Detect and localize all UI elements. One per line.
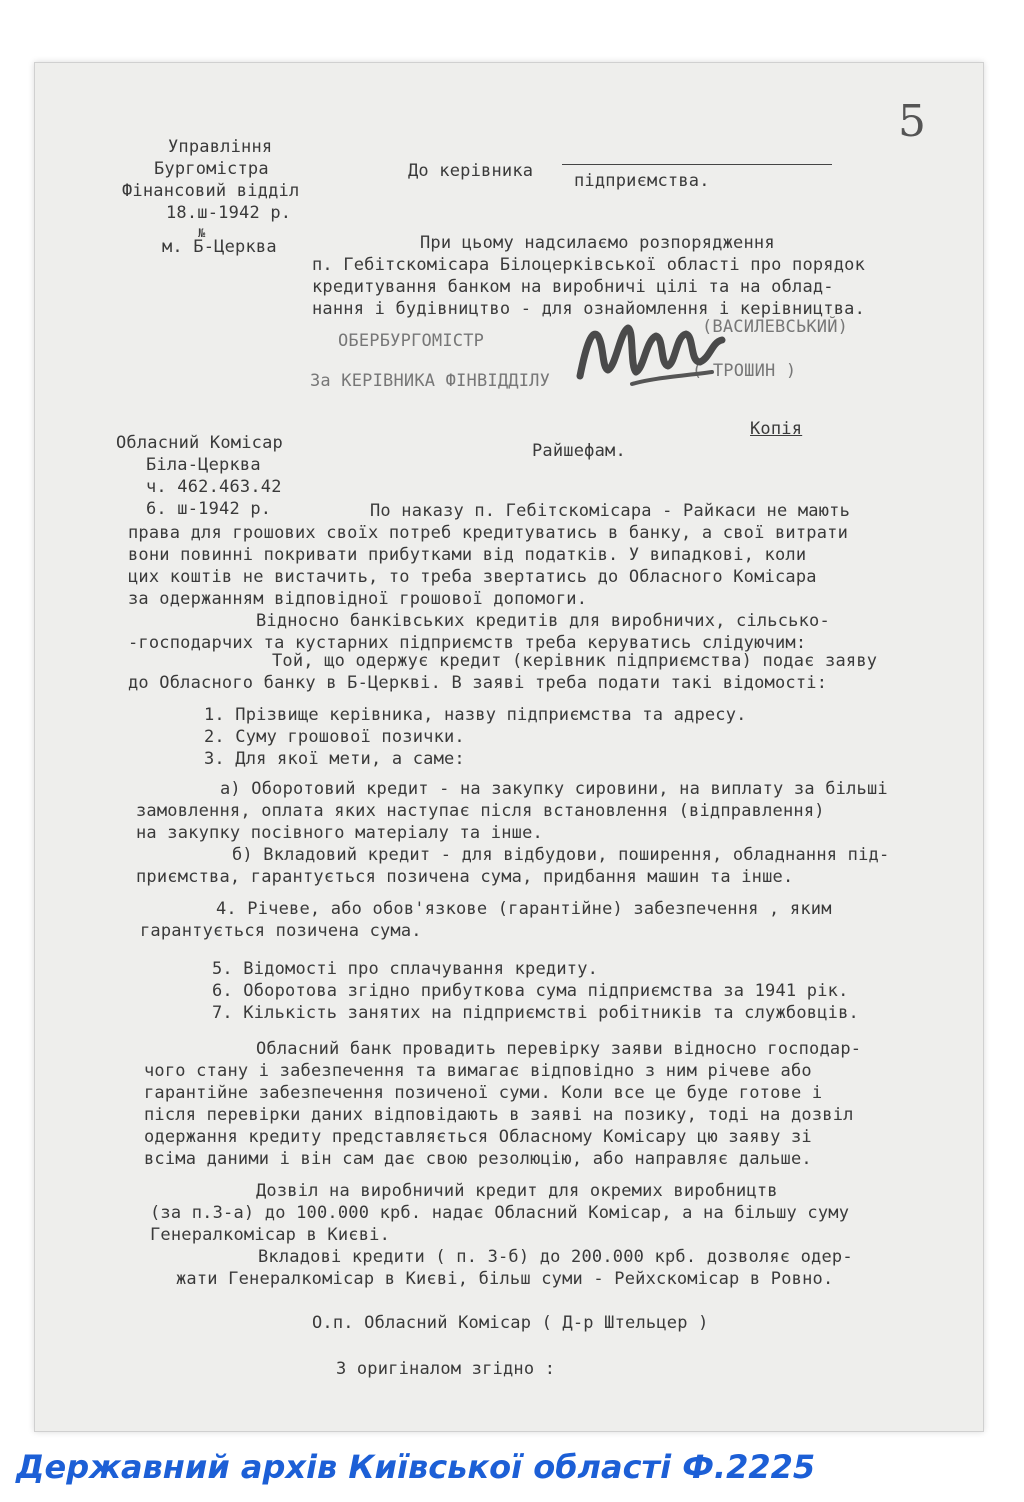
body-line: до Обласного банку в Б-Церкві. В заяві треба подати такі відомості:: [128, 673, 828, 693]
body-line: вони повинні покривати прибутками від податків. У випадкові, коли: [128, 545, 807, 565]
list-item: 1. Прізвище керівника, назву підприємства та адресу.: [204, 705, 747, 725]
addressee-underline: [562, 164, 832, 165]
corner-mark: 5: [898, 96, 927, 147]
signatory-name: (ВАСИЛЕВСЬКИЙ): [702, 317, 849, 337]
body-line: (за п.3-а) до 100.000 крб. надає Обласний Комісар, а на більшу суму: [150, 1203, 850, 1223]
body-line: цих коштів не вистачить, то треба звертатись до Обласного Комісара: [128, 567, 817, 587]
list-item: 3. Для якої мети, а саме:: [204, 749, 465, 769]
body-line: жати Генералкомісар в Києві, більш суми - Рейхскомісар в Ровно.: [176, 1269, 834, 1289]
body-line: Той, що одержує кредит (керівник підприємства) подає заяву: [272, 651, 878, 671]
body-line: одержання кредиту представляється Обласному Комісару цю заяву зі: [144, 1127, 812, 1147]
sender-line: Управління: [168, 137, 273, 157]
recipient: Райшефам.: [532, 441, 626, 461]
origin-line: ч. 462.463.42: [146, 477, 282, 497]
archive-caption: Державний архів Київської області Ф.2225: [16, 1448, 816, 1486]
addressee-line: підприємства.: [574, 171, 710, 191]
body-line: всіма даними і він сам дає свою резолюцію, або направляє дальше.: [144, 1149, 812, 1169]
cover-letter-line: При цьому надсилаємо розпорядження: [420, 233, 775, 253]
origin-line: Обласний Комісар: [116, 433, 283, 453]
signatory-title: За КЕРІВНИКА ФІНВІДДІЛУ: [310, 371, 551, 391]
body-line: Вкладові кредити ( п. 3-б) до 200.000 крб. дозволяє одер-: [258, 1247, 853, 1267]
list-item: гарантується позичена сума.: [140, 921, 422, 941]
list-item: 4. Річеве, або обов'язкове (гарантійне) забезпечення , яким: [216, 899, 832, 919]
body-line: після перевірки даних відповідають в заяві на позику, тоді на дозвіл: [144, 1105, 854, 1125]
body-line: -господарчих та кустарних підприємств треба керуватись слідуючим:: [128, 633, 807, 653]
handwritten-signature: [572, 306, 732, 396]
origin-line: Біла-Церква: [146, 455, 261, 475]
sender-city: м. Б-Церква: [162, 237, 277, 257]
sub-item-line: а) Оборотовий кредит - на закупку сировини, на виплату за більші: [220, 779, 888, 799]
sub-item-line: б) Вкладовий кредит - для відбудови, поширення, обладнання під-: [232, 845, 890, 865]
body-line: за одержанням відповідної грошової допомоги.: [128, 589, 588, 609]
cover-letter-line: кредитування банком на виробничі цілі та на облад-: [312, 277, 834, 297]
signatory-name: ( ТРОШИН ): [692, 361, 797, 381]
copy-label: Копія: [750, 419, 803, 439]
body-line: права для грошових своїх потреб кредитуватись в банку, а свої витрати: [128, 523, 849, 543]
sender-number: №: [198, 226, 206, 240]
addressee-line: До керівника: [408, 161, 534, 181]
body-line: Генералкомісар в Києві.: [150, 1225, 391, 1245]
body-line: Обласний банк провадить перевірку заяви відносно господар-: [256, 1039, 862, 1059]
list-item: 7. Кількість занятих на підприємстві робітників та службовців.: [212, 1003, 859, 1023]
list-item: 2. Суму грошової позички.: [204, 727, 465, 747]
body-line: чого стану і забезпечення та вимагає відповідно з ним річеве або: [144, 1061, 812, 1081]
body-line: Відносно банківських кредитів для виробничих, сільсько-: [256, 611, 830, 631]
body-line: Дозвіл на виробничий кредит для окремих виробництв: [256, 1181, 778, 1201]
list-item: 5. Відомості про сплачування кредиту.: [212, 959, 599, 979]
list-item: 6. Оборотова згідно прибуткова сума підприємства за 1941 рік.: [212, 981, 849, 1001]
origin-line: 6. ш-1942 р.: [146, 499, 272, 519]
body-line: гарантійне забезпечення позиченої суми. Коли все це буде готове і: [144, 1083, 823, 1103]
sub-item-line: на закупку посівного матеріалу та інше.: [136, 823, 543, 843]
sender-line: Фінансовий відділ: [122, 181, 300, 201]
sub-item-line: приємства, гарантується позичена сума, придбання машин та інше.: [136, 867, 794, 887]
closing-signature: О.п. Обласний Комісар ( Д-р Штельцер ): [312, 1313, 709, 1333]
body-line: По наказу п. Гебітскомісара - Райкаси не мають: [370, 501, 851, 521]
cover-letter-line: нання і будівництво - для ознайомлення і керівництва.: [312, 299, 866, 319]
signatory-title: ОБЕРБУРГОМІСТР: [338, 331, 485, 351]
cover-letter-line: п. Гебітскомісара Білоцерківської області про порядок: [312, 255, 866, 275]
closing-note: З оригіналом згідно :: [336, 1359, 556, 1379]
sender-line: Бургомістра: [154, 159, 269, 179]
sub-item-line: замовлення, оплата яких наступає після встановлення (відправлення): [136, 801, 825, 821]
sender-date: 18.ш-1942 р.: [166, 203, 292, 223]
